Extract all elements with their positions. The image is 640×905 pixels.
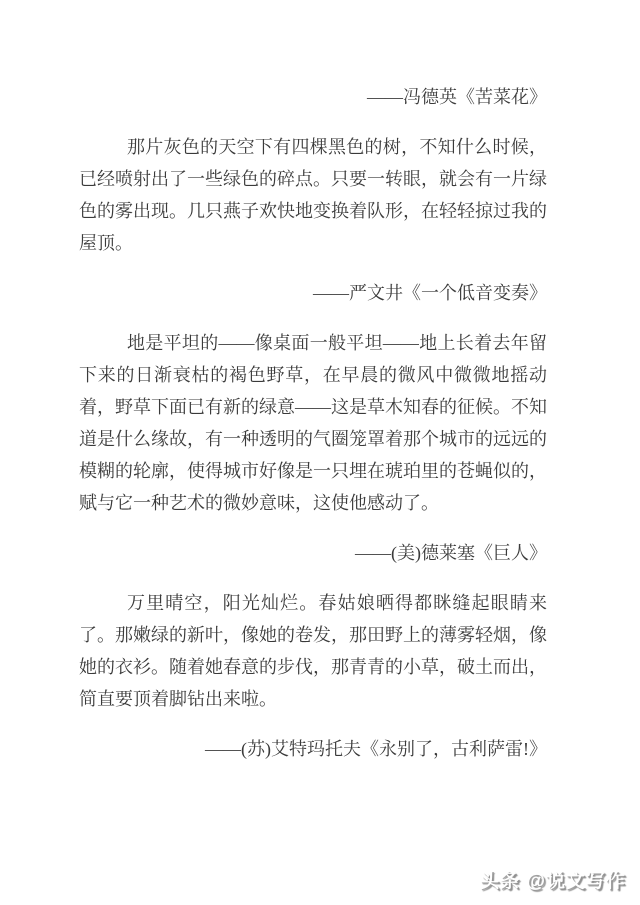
toutiao-watermark: 头条 @说文写作 [480, 871, 626, 892]
attribution-aitmatov: ——(苏)艾特玛托夫《永别了，古利萨雷!》 [205, 739, 547, 759]
attribution-feng-deying: ——冯德英《苦菜花》 [367, 87, 547, 107]
excerpt-paragraph-flat-land: 地是平坦的——像桌面一般平坦——地上长着去年留下来的日渐衰枯的褐色野草，在早晨的微风中微微地摇动着，野草下面已有新的绿意——这是草木知春的征候。不知道是什么缘故，有一种透明的气圈笼罩着那个城市的远远的模糊的轮廓，使得城市好像是一只埋在琥珀里的苍蝇似的，赋与它一种艺术的微妙意味，这使他感动了。 [79, 333, 547, 513]
attribution-dreiser: ——(美)德莱塞《巨人》 [355, 543, 547, 563]
excerpt-column [79, 81, 547, 783]
excerpt-paragraph-clear-sky: 万里晴空，阳光灿烂。春姑娘晒得都眯缝起眼睛来了。那嫩绿的新叶，像她的卷发，那田野上的薄雾轻烟，像她的衣衫。随着她春意的步伐，那青青的小草，破土而出，简直要顶着脚钻出来啦。 [79, 593, 547, 709]
attribution-yan-wenjing: ——严文井《一个低音变奏》 [313, 283, 547, 303]
excerpt-paragraph-gray-sky: 那片灰色的天空下有四棵黑色的树，不知什么时候，已经喷射出了一些绿色的碎点。只要一转眼，就会有一片绿色的雾出现。几只燕子欢快地变换着队形，在轻轻掠过我的屋顶。 [79, 137, 547, 253]
